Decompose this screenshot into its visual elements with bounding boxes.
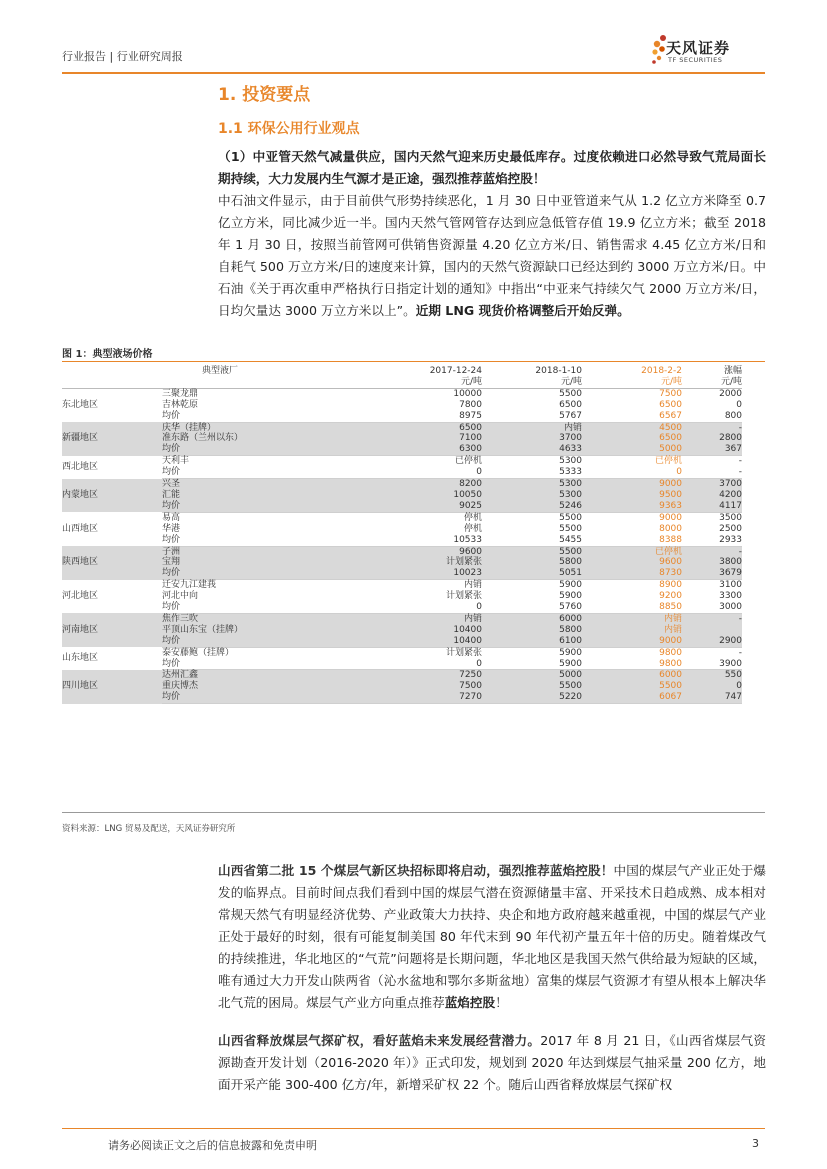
paragraph-end: ！ [495, 995, 508, 1010]
plant-cell: 均价 [162, 411, 312, 422]
table-row [62, 501, 742, 512]
price-cell-date-1: 6500 [312, 422, 482, 433]
price-cell-date-3: 内销 [582, 625, 682, 636]
change-cell: - [682, 613, 742, 624]
table-row [62, 411, 742, 422]
figure-bottom-divider [62, 812, 765, 813]
header-date-1: 2017-12-24 [429, 366, 482, 376]
price-cell-date-2: 5800 [482, 625, 582, 636]
figure-top-divider [62, 361, 765, 362]
price-cell-date-1: 10400 [312, 636, 482, 647]
change-cell [682, 625, 742, 636]
price-cell-date-2: 5900 [482, 659, 582, 670]
plant-cell: 焦作三吹 [162, 613, 312, 624]
price-cell-date-3: 6500 [659, 399, 682, 410]
change-cell: 2933 [682, 535, 742, 546]
price-cell-date-3: 7500 [659, 388, 682, 399]
change-cell: 3300 [719, 591, 742, 602]
table-row [62, 388, 742, 399]
change-cell: - [682, 546, 742, 557]
paragraph-body: 2017 年 8 月 21 日，《山西省煤层气资源勘查开发计划（2016-2020 年）》正式印发，规划到 2020 年达到煤层气抽采量 200 亿方，地面开采产能 300-400 亿方/年，新增采矿权 22 个。随后山西省释放煤层气探矿权 [218, 1033, 766, 1092]
plant-cell: 天利丰 [162, 456, 190, 467]
change-cell: 550 [682, 670, 742, 681]
price-cell-date-3: 6567 [582, 411, 682, 422]
change-cell: 0 [736, 399, 742, 410]
price-cell-date-1: 内销 [312, 613, 482, 624]
unit-date-1: 元/吨 [312, 377, 482, 388]
price-cell-date-2: 4633 [482, 444, 582, 455]
table-row [62, 444, 742, 455]
plant-cell: 易高 [162, 512, 181, 523]
plant-cell: 均价 [162, 535, 312, 546]
price-cell-date-2: 6500 [559, 399, 582, 410]
price-cell-date-1: 0 [312, 602, 482, 613]
price-cell-date-1: 10400 [312, 625, 482, 636]
price-cell-date-1: 7800 [459, 399, 482, 410]
unit-date-2: 元/吨 [482, 377, 582, 388]
paragraph-lead: 山西省第二批 15 个煤层气新区块招标即将启动，强烈推荐蓝焰控股！ [218, 863, 614, 878]
plant-cell: 均价 [162, 444, 312, 455]
price-cell-date-2: 5220 [482, 692, 582, 703]
category-separator: | [109, 50, 114, 63]
header-date-2: 2018-1-10 [535, 366, 582, 376]
price-cell-date-1: 内销 [463, 580, 482, 591]
price-cell-date-2: 5500 [559, 523, 582, 534]
plant-cell: 平顶山东宝（挂牌） [162, 625, 312, 636]
region-cell: 河南地区 [62, 613, 162, 647]
price-cell-date-2: 5900 [559, 591, 582, 602]
price-cell-date-2: 5455 [482, 535, 582, 546]
region-group [62, 388, 742, 422]
price-cell-date-1: 8975 [312, 411, 482, 422]
table-row [62, 422, 742, 433]
price-cell-date-2: 5900 [559, 580, 582, 591]
logo-subtext: TF SECURITIES [668, 56, 723, 64]
plant-cell: 准东路（兰州以东） [162, 433, 312, 444]
table-row [62, 625, 742, 636]
price-cell-date-2: 5300 [482, 490, 582, 501]
price-cell-date-3: 8388 [582, 535, 682, 546]
unit-change: 元/吨 [682, 377, 742, 388]
price-cell-date-2: 5800 [482, 557, 582, 568]
change-cell: 3500 [719, 512, 742, 523]
change-cell: 2900 [682, 636, 742, 647]
price-cell-date-3: 5500 [582, 681, 682, 692]
price-cell-date-3: 内销 [582, 613, 682, 624]
price-cell-date-2: 3700 [482, 433, 582, 444]
region-cell: 四川地区 [62, 670, 162, 704]
price-cell-date-2: 5760 [482, 602, 582, 613]
price-cell-date-1: 计划紧张 [445, 647, 482, 658]
plant-cell: 均价 [162, 692, 312, 703]
region-group [62, 456, 742, 479]
table-row [62, 433, 742, 444]
price-cell-date-3: 4500 [582, 422, 682, 433]
paragraph-gas-supply [218, 146, 766, 322]
region-group [62, 647, 742, 670]
table-row [62, 670, 742, 681]
plant-cell: 吉林乾原 [162, 399, 199, 410]
price-cell-date-1: 7250 [312, 670, 482, 681]
price-cell-date-2: 5500 [482, 546, 582, 557]
table-row [62, 512, 742, 523]
paragraph-bold: 蓝焰控股 [444, 995, 496, 1010]
price-cell-date-2: 6000 [482, 613, 582, 624]
figure-title: 图 1：典型液场价格 [62, 349, 153, 360]
price-cell-date-3: 9200 [659, 591, 682, 602]
plant-cell: 华港 [162, 523, 181, 534]
plant-cell: 庆华（挂牌） [162, 422, 312, 433]
price-cell-date-3: 9800 [659, 647, 682, 658]
plant-cell: 均价 [162, 659, 312, 670]
price-cell-date-3: 6067 [582, 692, 682, 703]
region-group [62, 422, 742, 456]
plant-cell: 均价 [162, 467, 312, 478]
plant-cell: 重庆博杰 [162, 681, 312, 692]
table-row [62, 647, 742, 658]
paragraph-lead: 山西省释放煤层气探矿权，看好蓝焰未来发展经营潜力。 [218, 1033, 541, 1048]
table-row [62, 535, 742, 546]
region-cell: 东北地区 [62, 399, 99, 410]
plant-cell: 达州汇鑫 [162, 670, 312, 681]
plant-cell: 三聚龙鼎 [162, 388, 199, 399]
region-group [62, 670, 742, 704]
region-group [62, 512, 742, 546]
change-cell: - [738, 456, 742, 467]
region-cell: 陕西地区 [62, 546, 162, 580]
plant-cell: 均价 [162, 602, 312, 613]
price-cell-date-3: 9800 [582, 659, 682, 670]
price-cell-date-2: 5500 [482, 681, 582, 692]
price-cell-date-1: 10000 [453, 388, 482, 399]
change-cell: 3679 [682, 568, 742, 579]
subcategory-label: 行业研究周报 [116, 50, 183, 63]
price-cell-date-3: 已停机 [582, 546, 682, 557]
plant-cell: 泰安藤鲍（挂牌） [162, 647, 235, 658]
price-cell-date-3: 6500 [582, 433, 682, 444]
price-cell-date-1: 9025 [312, 501, 482, 512]
change-cell: 367 [682, 444, 742, 455]
header-date-3: 2018-2-2 [641, 366, 682, 376]
lng-price-table [62, 366, 742, 704]
unit-date-3: 元/吨 [582, 377, 682, 388]
price-cell-date-1: 停机 [463, 523, 482, 534]
price-cell-date-3: 9500 [582, 490, 682, 501]
table-row [62, 490, 742, 501]
price-cell-date-2: 5300 [482, 479, 582, 490]
table-row [62, 636, 742, 647]
region-group [62, 479, 742, 513]
region-group [62, 580, 742, 614]
table-row [62, 557, 742, 568]
table-row [62, 568, 742, 579]
table-row [62, 456, 742, 467]
subsection-heading: 1.1 环保公用行业观点 [218, 121, 360, 137]
table-row [62, 400, 742, 411]
price-cell-date-2: 5300 [559, 456, 582, 467]
price-cell-date-2: 5900 [559, 647, 582, 658]
change-cell: 0 [682, 681, 742, 692]
price-cell-date-1: 已停机 [454, 456, 482, 467]
price-cell-date-2: 5767 [482, 411, 582, 422]
price-cell-date-2: 内销 [482, 422, 582, 433]
price-cell-date-2: 5000 [482, 670, 582, 681]
report-category [62, 48, 183, 64]
table-row [62, 681, 742, 692]
price-cell-date-1: 8200 [312, 479, 482, 490]
price-cell-date-1: 6300 [312, 444, 482, 455]
paragraph-body: 中石油文件显示，由于目前供气形势持续恶化，1 月 30 日中亚管道来气从 1.2 亿立方米降至 0.7 亿立方米，同比减少近一半。国内天然气管网管存达到应急低管存值 19.9 亿立方米；截至 2018 年 1 月 30 日，按照当前管网可供销售资源量 4.20 亿立方米/日、销售需求 4.45 亿立方米/日和自耗气 500 万立方米/日的速度来计算，国内的天然气资源缺口已经达到约 3000 万立方米/日。中石油《关于再次重申严格执行日指定计划的通知》中指出“中亚来气持续欠气 2000 万立方米/日，日均欠量达 3000 万立方米以上”。 [218, 193, 766, 318]
figure-source: 资料来源：LNG 贸易及配送，天风证券研究所 [62, 824, 236, 834]
category-label: 行业报告 [62, 50, 106, 63]
footer-disclaimer: 请务必阅读正文之后的信息披露和免责申明 [108, 1139, 317, 1152]
change-cell: 3900 [682, 659, 742, 670]
table-row [62, 580, 742, 591]
region-cell: 新疆地区 [62, 422, 162, 456]
price-cell-date-1: 停机 [463, 512, 482, 523]
price-cell-date-3: 6000 [582, 670, 682, 681]
price-cell-date-1: 10533 [312, 535, 482, 546]
change-cell: 2500 [719, 523, 742, 534]
footer-divider [62, 1128, 765, 1129]
price-cell-date-2: 5500 [559, 512, 582, 523]
change-cell: - [738, 647, 742, 658]
region-group [62, 613, 742, 647]
table-row [62, 613, 742, 624]
price-cell-date-3: 9363 [582, 501, 682, 512]
header-plant: 典型液厂 [202, 366, 239, 376]
price-cell-date-1: 计划紧张 [312, 557, 482, 568]
paragraph-shanxi-tender [218, 860, 766, 1014]
price-cell-date-2: 6100 [482, 636, 582, 647]
table-row [62, 479, 742, 490]
price-cell-date-1: 7270 [312, 692, 482, 703]
paragraph-shanxi-rights [218, 1030, 766, 1096]
region-cell: 河北地区 [62, 591, 99, 602]
page-number: 3 [752, 1137, 759, 1150]
change-cell: 2000 [719, 388, 742, 399]
price-cell-date-2: 5051 [482, 568, 582, 579]
change-cell: - [682, 422, 742, 433]
price-cell-date-2: 5333 [482, 467, 582, 478]
price-cell-date-3: 5000 [582, 444, 682, 455]
plant-cell: 宝翔 [162, 557, 312, 568]
price-cell-date-3: 8730 [582, 568, 682, 579]
region-cell: 内蒙地区 [62, 479, 162, 513]
paragraph-body: 中国的煤层气产业正处于爆发的临界点。目前时间点我们看到中国的煤层气潜在资源储量丰富、开采技术日趋成熟、成本相对常规天然气有明显经济优势、产业政策大力扶持、央企和地方政府越来越重视，中国的煤层气产业正处于最好的时刻，很有可能复制美国 80 年代末到 90 年代初产量五年十倍的历史。随着煤改气的持续推进，华北地区的“气荒”问题将是长期问题，华北地区是我国天然气供给最为短缺的区域，唯有通过大力开发山陕两省（沁水盆地和鄂尔多斯盆地）富集的煤层气资源才有望从根本上解决华北气荒的困局。煤层气产业方向重点推荐 [218, 863, 766, 1010]
price-cell-date-1: 0 [312, 659, 482, 670]
price-cell-date-3: 已停机 [654, 456, 682, 467]
header-divider [62, 72, 765, 74]
price-cell-date-1: 9600 [312, 546, 482, 557]
section-heading: 1. 投资要点 [218, 85, 311, 105]
region-group [62, 546, 742, 580]
plant-cell: 均价 [162, 568, 312, 579]
table-row [62, 692, 742, 703]
price-cell-date-1: 10023 [312, 568, 482, 579]
region-cell: 山西地区 [62, 523, 99, 534]
plant-cell: 均价 [162, 636, 312, 647]
price-cell-date-1: 计划紧张 [445, 591, 482, 602]
plant-cell: 均价 [162, 501, 312, 512]
price-cell-date-1: 10050 [312, 490, 482, 501]
table-row [62, 467, 742, 478]
price-cell-date-3: 8000 [659, 523, 682, 534]
change-cell: 800 [682, 411, 742, 422]
plant-cell: 兴圣 [162, 479, 312, 490]
table-row [62, 659, 742, 670]
change-cell: 3800 [682, 557, 742, 568]
plant-cell: 子洲 [162, 546, 312, 557]
change-cell: 2800 [682, 433, 742, 444]
plant-cell: 河北中向 [162, 591, 199, 602]
change-cell: 4117 [682, 501, 742, 512]
header-change: 涨幅 [723, 366, 742, 376]
price-cell-date-3: 8900 [659, 580, 682, 591]
price-cell-date-3: 0 [582, 467, 682, 478]
price-cell-date-1: 0 [312, 467, 482, 478]
price-cell-date-3: 8850 [582, 602, 682, 613]
logo-text: 天风证券 [666, 39, 731, 57]
price-cell-date-3: 9600 [582, 557, 682, 568]
price-cell-date-2: 5500 [559, 388, 582, 399]
plant-cell: 汇能 [162, 490, 312, 501]
price-cell-date-3: 9000 [659, 512, 682, 523]
change-cell: 747 [682, 692, 742, 703]
price-cell-date-3: 9000 [582, 636, 682, 647]
table-row [62, 602, 742, 613]
plant-cell: 迁安九江建莪 [162, 580, 217, 591]
table-row [62, 591, 742, 602]
change-cell: 3000 [682, 602, 742, 613]
table-row [62, 524, 742, 535]
price-cell-date-3: 9000 [582, 479, 682, 490]
change-cell: - [682, 467, 742, 478]
change-cell: 3700 [682, 479, 742, 490]
table-row [62, 546, 742, 557]
change-cell: 3100 [719, 580, 742, 591]
region-cell: 西北地区 [62, 461, 99, 472]
change-cell: 4200 [682, 490, 742, 501]
price-cell-date-2: 5246 [482, 501, 582, 512]
price-cell-date-1: 7500 [312, 681, 482, 692]
paragraph-lead: （1）中亚管天然气减量供应，国内天然气迎来历史最低库存。过度依赖进口必然导致气荒局面长期持续，大力发展内生气源才是正途，强烈推荐蓝焰控股！ [218, 149, 766, 186]
region-cell: 山东地区 [62, 653, 99, 664]
paragraph-tail: 近期 LNG 现货价格调整后开始反弹。 [415, 303, 630, 318]
price-cell-date-1: 7100 [312, 433, 482, 444]
